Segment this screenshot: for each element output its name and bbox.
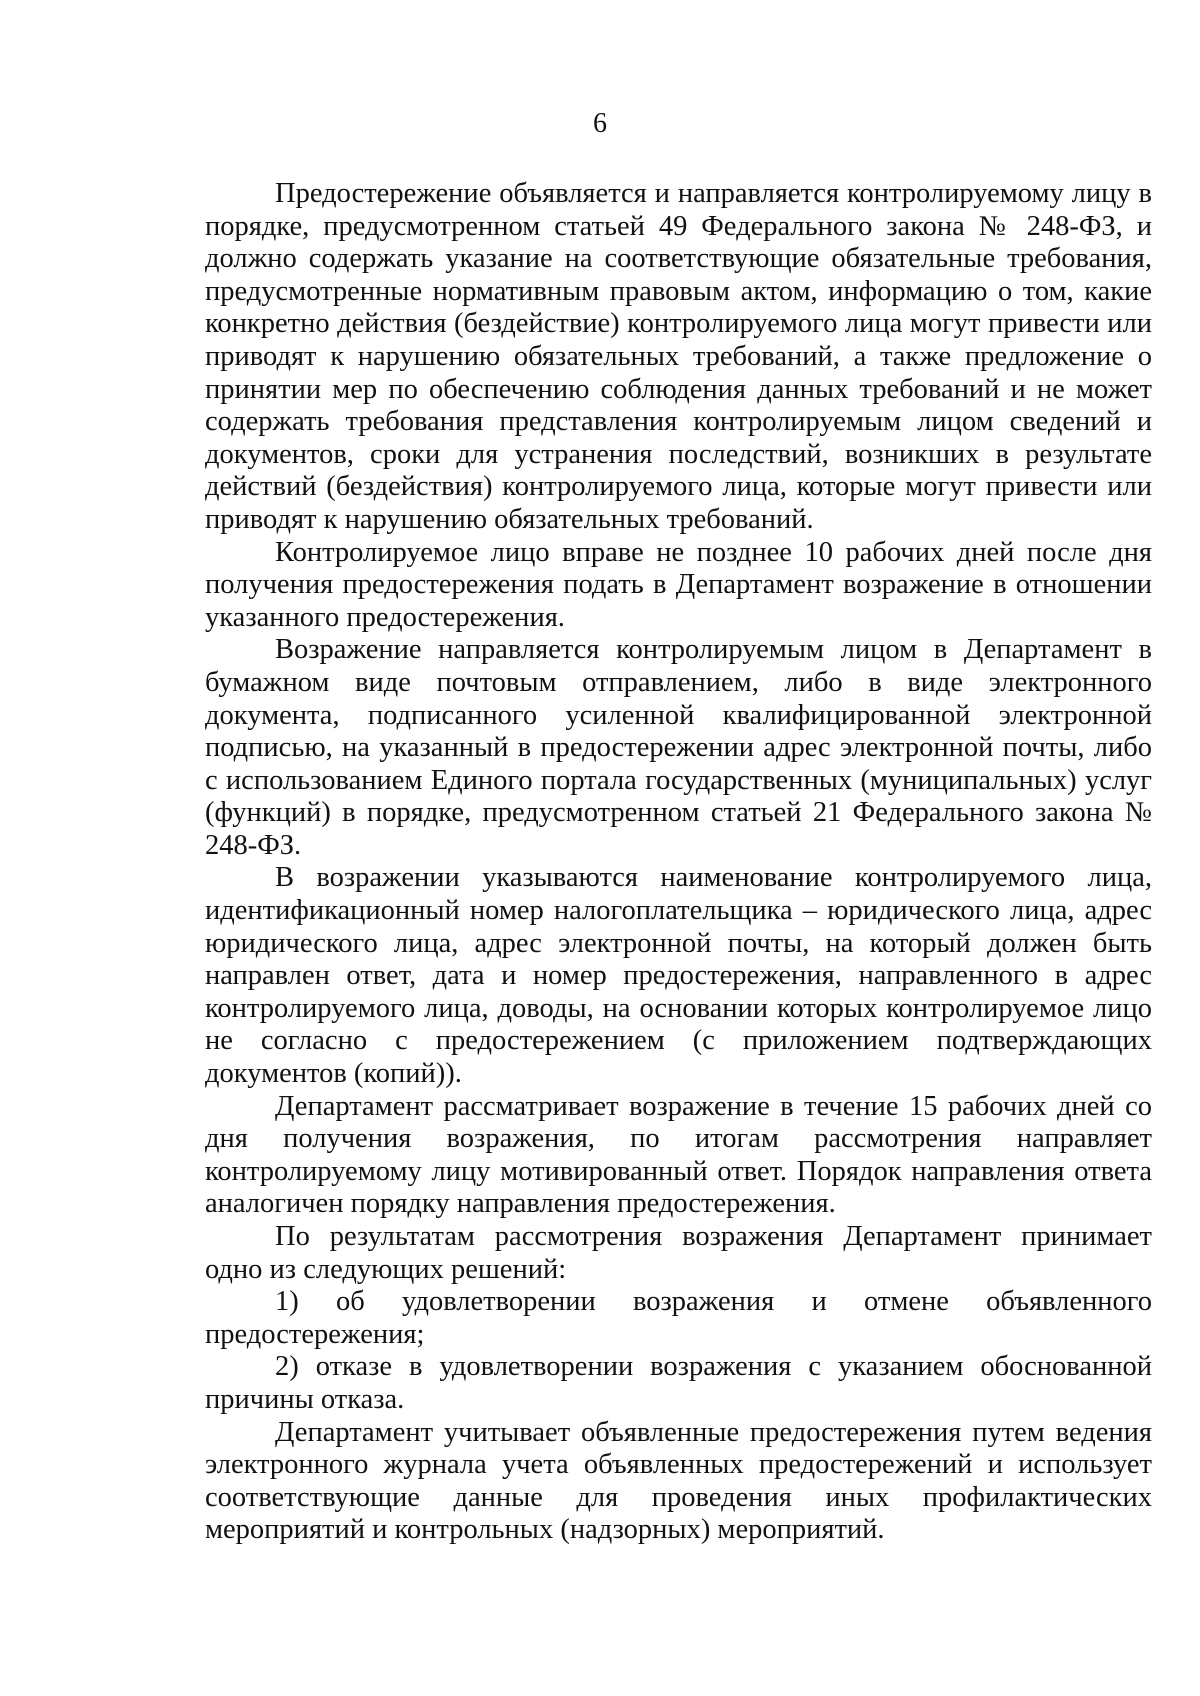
paragraph-objection-right: Контролируемое лицо вправе не позднее 10 рабочих дней после дня получения предостережения подать в Департамент возражение в отношении указанного предостережения. xyxy=(205,536,1152,633)
paragraph-decisions-intro: По результатам рассмотрения возражения Департамент принимает одно из следующих решений: xyxy=(205,1221,1152,1285)
paragraph-warnings-registry: Департамент учитывает объявленные предостережения путем ведения электронного журнала учета объявленных предостережений и использует соответствующие данные для проведения иных профилактических мероприятий и контрольных (надзорных) мероприятий. xyxy=(205,1416,1152,1546)
list-item-decision-1: 1) об удовлетворении возражения и отмене объявленного предостережения; xyxy=(205,1286,1152,1350)
paragraph-warning-procedure: Предостережение объявляется и направляется контролируемому лицу в порядке, предусмотренном статьей 49 Федерального закона № 248-ФЗ, и должно содержать указание на соответствующие обязательные требования, предусмотренные нормативным правовым актом, информацию о том, какие конкретно действия (бездействие) контролируемого лица могут привести или приводят к нарушению обязательных требований, а также предложение о принятии мер по обеспечению соблюдения данных требований и не может содержать требования представления контролируемым лицом сведений и документов, сроки для устранения последствий, возникших в результате действий (бездействия) контролируемого лица, которые могут привести или приводят к нарушению обязательных требований. xyxy=(205,178,1152,535)
paragraph-objection-submission: Возражение направляется контролируемым лицом в Департамент в бумажном виде почтовым отправлением, либо в виде электронного документа, подписанного усиленной квалифицированной электронной подписью, на указанный в предостережении адрес электронной почты, либо с использованием Единого портала государственных (муниципальных) услуг (функций) в порядке, предусмотренном статьей 21 Федерального закона № 248-ФЗ. xyxy=(205,634,1152,861)
document-body xyxy=(205,178,1152,1547)
page-number: 6 xyxy=(593,108,607,139)
paragraph-objection-review: Департамент рассматривает возражение в течение 15 рабочих дней со дня получения возражения, по итогам рассмотрения направляет контролируемому лицу мотивированный ответ. Порядок направления ответа аналогичен порядку направления предостережения. xyxy=(205,1090,1152,1220)
paragraph-objection-content: В возражении указываются наименование контролируемого лица, идентификационный номер налогоплательщика – юридического лица, адрес юридического лица, адрес электронной почты, на который должен быть направлен ответ, дата и номер предостережения, направленного в адрес контролируемого лица, доводы, на основании которых контролируемое лицо не согласно с предостережением (с приложением подтверждающих документов (копий)). xyxy=(205,862,1152,1090)
list-item-decision-2: 2) отказе в удовлетворении возражения с указанием обоснованной причины отказа. xyxy=(205,1351,1152,1415)
